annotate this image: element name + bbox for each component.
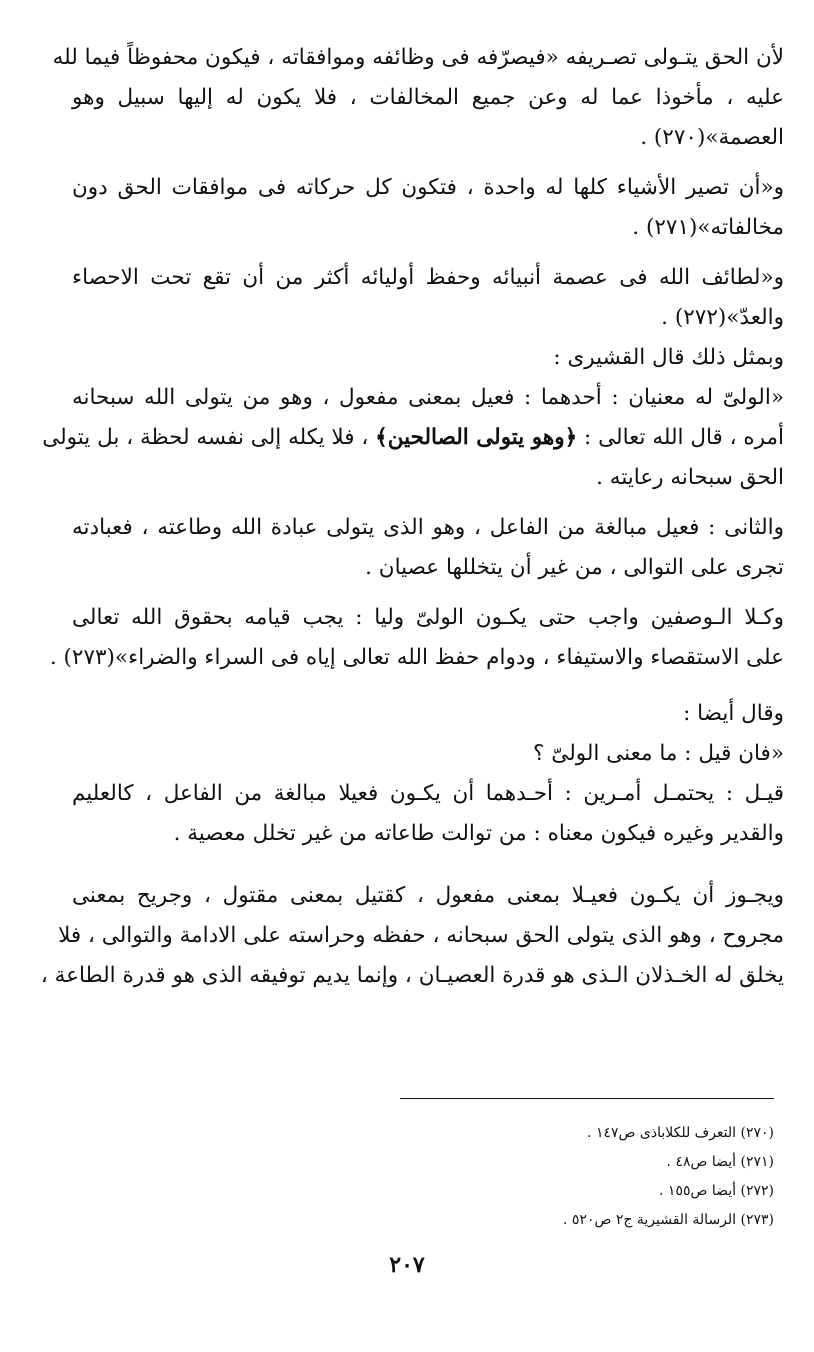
text-fragment: أمره ، قال الله تعالى : bbox=[584, 425, 784, 450]
text-line: وبمثل ذلك قال القشيرى : bbox=[553, 345, 784, 370]
page-number: ٢٠٧ bbox=[389, 1252, 425, 1278]
page-body bbox=[40, 38, 784, 996]
text-line: «فان قيل : ما معنى الولىّ ؟ bbox=[533, 741, 784, 766]
text-line: الحق سبحانه رعايته . bbox=[596, 465, 784, 490]
text-line: والثانى : فعيل مبالغة من الفاعل ، وهو الذى يتولى عبادة الله وطاعته ، فعبادته bbox=[72, 515, 784, 540]
footnote: (٢٧٢) أيضا ص١٥٥ . bbox=[659, 1183, 774, 1199]
text-line: والقدير وغيره فيكون معناه : من توالت طاعاته من غير تخلل معصية . bbox=[173, 821, 784, 846]
text-line: قيـل : يحتمـل أمـرين : أحـدهما أن يكـون فعيلا مبالغة من الفاعل ، كالعليم bbox=[72, 781, 784, 806]
footnote: (٢٧٠) التعرف للكلاباذى ص١٤٧ . bbox=[587, 1125, 774, 1141]
footnote: (٢٧٣) الرسالة القشيرية ج٢ ص٥٢٠ . bbox=[563, 1212, 774, 1228]
text-line: «الولىّ له معنيان : أحدهما : فعيل بمعنى مفعول ، وهو من يتولى الله سبحانه bbox=[72, 385, 784, 410]
text-line: على الاستقصاء والاستيفاء ، ودوام حفظ الله تعالى إياه فى السراء والضراء»(٢٧٣) . bbox=[49, 645, 784, 670]
text-line: يخلق له الخـذلان الـذى هو قدرة العصيـان ، وإنما يديم توفيقه الذى هو قدرة الطاعة ، bbox=[40, 963, 784, 988]
text-line-with-quran-verse bbox=[42, 418, 784, 458]
text-fragment: ، فلا يكله إلى نفسه لحظة ، بل يتولى bbox=[42, 425, 369, 450]
text-line: و«لطائف الله فى عصمة أنبيائه وحفظ أوليائه أكثر من أن تقع تحت الاحصاء bbox=[72, 265, 784, 290]
text-line: عليه ، مأخوذا عما له وعن جميع المخالفات ، فلا يكون له إليها سبيل وهو bbox=[72, 85, 784, 110]
text-line: وقال أيضا : bbox=[683, 701, 784, 726]
text-line: ويجـوز أن يكـون فعيـلا بمعنى مفعول ، كقتيل بمعنى مقتول ، وجريح بمعنى bbox=[72, 883, 784, 908]
text-line: و«أن تصير الأشياء كلها له واحدة ، فتكون كل حركاته فى موافقات الحق دون bbox=[72, 175, 784, 200]
footnotes bbox=[400, 1098, 774, 1235]
text-line: والعدّ»(٢٧٢) . bbox=[661, 305, 784, 330]
text-line: العصمة»(٢٧٠) . bbox=[640, 125, 784, 150]
footnote-divider bbox=[400, 1098, 774, 1099]
quran-verse: ﴿وهو يتولى الصالحين﴾ bbox=[375, 425, 578, 450]
text-line: لأن الحق يتـولى تصـريفه «فيصرّفه فى وظائفه وموافقاته ، فيكون محفوظاً فيما لله bbox=[52, 45, 784, 70]
text-line: مخالفاته»(٢٧١) . bbox=[632, 215, 784, 240]
text-line: تجرى على التوالى ، من غير أن يتخللها عصيان . bbox=[365, 555, 784, 580]
text-line: وكـلا الـوصفين واجب حتى يكـون الولىّ وليا : يجب قيامه بحقوق الله تعالى bbox=[72, 605, 784, 630]
footnote: (٢٧١) أيضا ص٤٨ . bbox=[666, 1154, 774, 1170]
text-line: مجروح ، وهو الذى يتولى الحق سبحانه ، حفظه وحراسته على الادامة والتوالى ، فلا bbox=[58, 923, 784, 948]
